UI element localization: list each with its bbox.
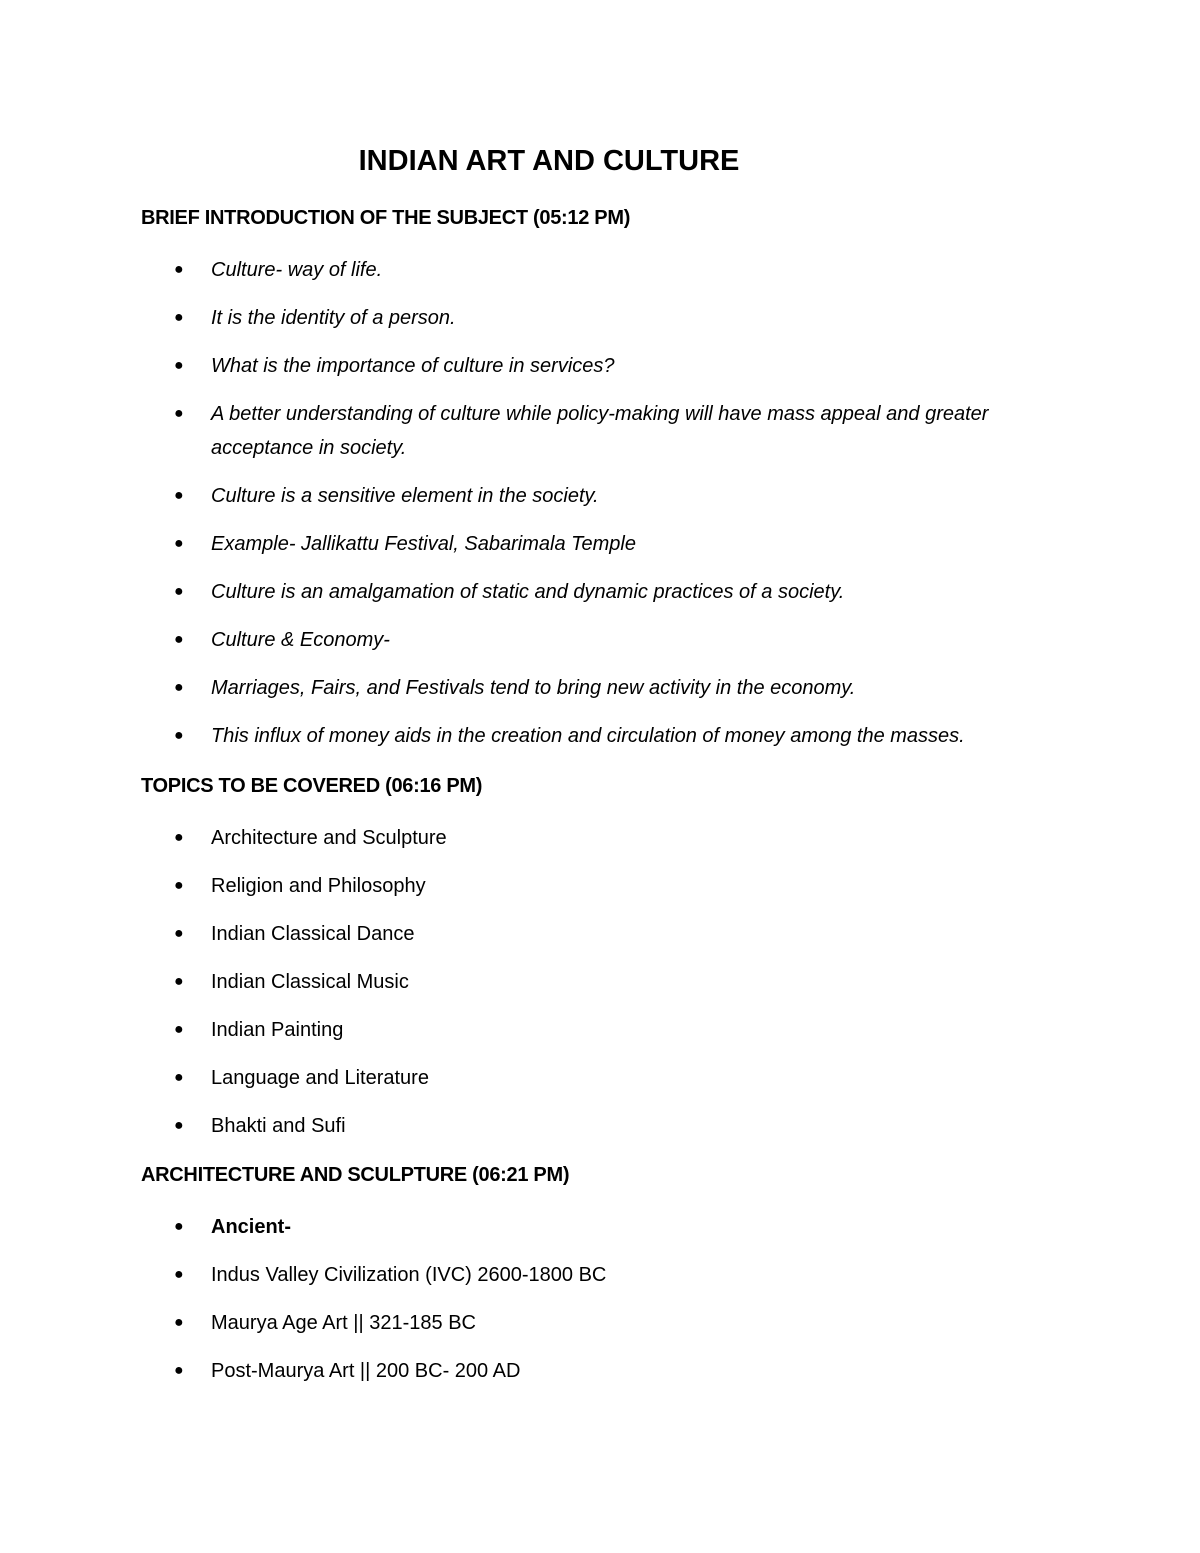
bullet-icon: ● bbox=[174, 309, 184, 326]
list-item: ● Indus Valley Civilization (IVC) 2600-1800 BC bbox=[0, 1258, 1061, 1292]
bullet-icon: ● bbox=[174, 973, 184, 990]
list-item: ● Indian Classical Dance bbox=[0, 917, 1061, 951]
bullet-icon: ● bbox=[174, 583, 184, 600]
bullet-icon: ● bbox=[174, 925, 184, 942]
section-heading-architecture: ARCHITECTURE AND SCULPTURE (06:21 PM) bbox=[141, 1164, 570, 1186]
document-title: INDIAN ART AND CULTURE bbox=[358, 145, 740, 177]
topics-list bbox=[0, 821, 1061, 1157]
bullet-icon: ● bbox=[174, 727, 184, 744]
section-heading-introduction: BRIEF INTRODUCTION OF THE SUBJECT (05:12 PM) bbox=[141, 207, 631, 229]
list-item: ● This influx of money aids in the creation and circulation of money among the masses. bbox=[0, 719, 1061, 753]
list-item: ● A better understanding of culture while policy-making will have mass appeal and greater acceptance in society. bbox=[0, 397, 1061, 465]
bullet-icon: ● bbox=[174, 487, 184, 504]
bullet-icon: ● bbox=[174, 877, 184, 894]
list-item: ● Culture- way of life. bbox=[0, 253, 1061, 287]
bullet-icon: ● bbox=[174, 405, 184, 422]
list-item: ● Architecture and Sculpture bbox=[0, 821, 1061, 855]
list-item: ● Culture & Economy- bbox=[0, 623, 1061, 657]
section-heading-topics: TOPICS TO BE COVERED (06:16 PM) bbox=[141, 775, 483, 797]
bullet-icon: ● bbox=[174, 357, 184, 374]
bullet-icon: ● bbox=[174, 1117, 184, 1134]
list-item: ● Post-Maurya Art || 200 BC- 200 AD bbox=[0, 1354, 1061, 1388]
list-item: ● Culture is an amalgamation of static and dynamic practices of a society. bbox=[0, 575, 1061, 609]
list-item: ● Language and Literature bbox=[0, 1061, 1061, 1095]
list-item: ● Marriages, Fairs, and Festivals tend to bring new activity in the economy. bbox=[0, 671, 1061, 705]
list-item: ● What is the importance of culture in services? bbox=[0, 349, 1061, 383]
bullet-icon: ● bbox=[174, 261, 184, 278]
list-item: ● Religion and Philosophy bbox=[0, 869, 1061, 903]
bullet-icon: ● bbox=[174, 535, 184, 552]
list-item: ● It is the identity of a person. bbox=[0, 301, 1061, 335]
introduction-list bbox=[0, 253, 1061, 767]
bullet-icon: ● bbox=[174, 829, 184, 846]
architecture-list bbox=[0, 1210, 1061, 1402]
list-item: ● Indian Painting bbox=[0, 1013, 1061, 1047]
list-item: ● Culture is a sensitive element in the society. bbox=[0, 479, 1061, 513]
bullet-icon: ● bbox=[174, 1218, 184, 1235]
bullet-icon: ● bbox=[174, 679, 184, 696]
list-item: ● Ancient- bbox=[0, 1210, 1061, 1244]
list-item: ● Maurya Age Art || 321-185 BC bbox=[0, 1306, 1061, 1340]
bullet-icon: ● bbox=[174, 1266, 184, 1283]
list-item: ● Bhakti and Sufi bbox=[0, 1109, 1061, 1143]
bullet-icon: ● bbox=[174, 1362, 184, 1379]
bullet-icon: ● bbox=[174, 1021, 184, 1038]
bullet-icon: ● bbox=[174, 1069, 184, 1086]
list-item: ● Example- Jallikattu Festival, Sabarimala Temple bbox=[0, 527, 1061, 561]
bullet-icon: ● bbox=[174, 631, 184, 648]
bullet-icon: ● bbox=[174, 1314, 184, 1331]
list-item: ● Indian Classical Music bbox=[0, 965, 1061, 999]
